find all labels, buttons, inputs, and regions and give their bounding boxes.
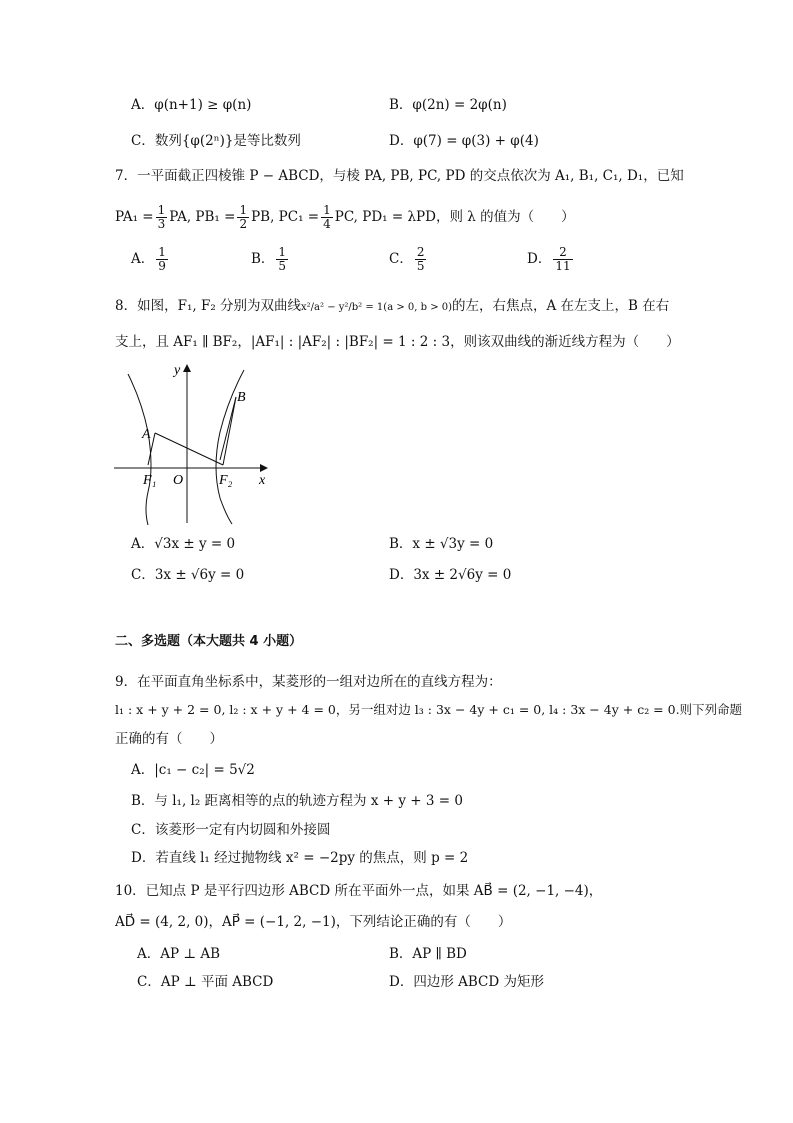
q7-frac-1-3: $\frac{1}{3}$	[157, 203, 166, 231]
q8-option-d: D．3x ± 2√6y = 0	[389, 567, 512, 583]
q7-pc1: PB, PC₁ =	[251, 209, 320, 225]
q9-option-a: A．|c₁ − c₂| = 5√2	[131, 762, 255, 778]
x-label: x	[259, 473, 266, 488]
q7-frac-1-4: $\frac{1}{4}$	[323, 203, 331, 231]
q6-option-a: A．φ(n+1) ≥ φ(n)	[131, 97, 252, 113]
segment-af2	[155, 433, 223, 465]
q6-option-d: D．φ(7) = φ(3) + φ(4)	[389, 133, 539, 149]
y-axis-arrow	[183, 364, 191, 372]
q9-stem-line3: 正确的有（ ）	[115, 731, 223, 747]
q7-option-b: B． $\frac{1}{5}$	[251, 245, 287, 273]
origin-label: O	[173, 473, 184, 488]
section-heading: 二、多选题（本大题共 4 小题）	[115, 634, 303, 649]
q7-frac-1-2: $\frac{1}{2}$	[239, 203, 248, 231]
q10-stem-line2: AD⃗ = (4, 2, 0)，AP⃗ = (−1, 2, −1)，下列结论正确的有（ ）	[115, 914, 512, 930]
q7-stem-line1: 7．一平面截正四棱锥 P − ABCD，与棱 PA, PB, PC, PD 的交点依次为 A₁, B₁, C₁, D₁，已知	[115, 168, 684, 184]
hyperbola-left-branch	[128, 374, 151, 525]
focus-f2-label: F₂	[219, 473, 233, 488]
q9-stem-line2: l₁ : x + y + 2 = 0, l₂ : x + y + 4 = 0，另一组对边 l₃ : 3x − 4y + c₁ = 0, l₄ : 3x − 4y + c₂ = 0.则下列命题	[115, 702, 743, 717]
q8-stem-line1: 8．如图，F₁, F₂ 分别为双曲线x²/a² − y²/b² = 1(a > 0, b > 0)的左，右焦点，A 在左支上，B 在右	[115, 298, 670, 314]
q8-hyperbola-equation: x²/a² − y²/b² = 1(a > 0, b > 0)	[301, 302, 453, 313]
segment-bf2	[223, 397, 236, 465]
y-label: y	[174, 363, 181, 378]
q8-option-a: A．√3x ± y = 0	[131, 536, 236, 552]
q6-option-c: C．数列{φ(2ⁿ)}是等比数列	[131, 133, 301, 149]
q9-option-b: B．与 l₁, l₂ 距离相等的点的轨迹方程为 x + y + 3 = 0	[131, 793, 463, 809]
point-b-label: B	[237, 390, 246, 405]
focus-f1-label: F₁	[143, 473, 157, 488]
q6-option-b: B．φ(2n) = 2φ(n)	[389, 97, 507, 113]
q8-option-c: C．3x ± √6y = 0	[131, 567, 245, 583]
q9-stem-line1: 9．在平面直角坐标系中，某菱形的一组对边所在的直线方程为：	[115, 674, 502, 690]
q10-option-b: B．AP ∥ BD	[389, 946, 467, 962]
q10-option-d: D．四边形 ABCD 为矩形	[389, 974, 544, 990]
q7-pa1: PA₁ =	[115, 209, 154, 225]
q9-option-d: D．若直线 l₁ 经过抛物线 x² = −2py 的焦点，则 p = 2	[131, 850, 469, 866]
q10-option-a: A．AP ⊥ AB	[137, 946, 221, 962]
q7-option-c: C． $\frac{2}{5}$	[389, 245, 425, 273]
q7-pb1: PA, PB₁ =	[169, 209, 236, 225]
q7-option-d: D． $\frac{2}{11}$	[527, 245, 571, 273]
q10-option-c: C．AP ⊥ 平面 ABCD	[137, 974, 274, 990]
x-axis-arrow	[260, 464, 268, 472]
point-a-label: A	[142, 427, 151, 442]
q7-option-a: A． $\frac{1}{9}$	[131, 245, 166, 273]
q7-pd1: PC, PD₁ = λPD，则 λ 的值为（ ）	[334, 209, 575, 225]
q9-option-c: C．该菱形一定有内切圆和外接圆	[131, 822, 331, 838]
q8-stem-line2: 支上，且 AF₁ ∥ BF₂，|AF₁| : |AF₂| : |BF₂| = 1 : 2 : 3，则该双曲线的渐近线方程为（ ）	[115, 334, 680, 350]
q8-option-b: B．x ± √3y = 0	[389, 536, 494, 552]
q10-stem-line1: 10．已知点 P 是平行四边形 ABCD 所在平面外一点，如果 AB⃗ = (2, −1, −4)，	[115, 883, 603, 899]
q8-hyperbola-figure	[110, 360, 280, 530]
q7-stem-line2	[115, 202, 575, 232]
